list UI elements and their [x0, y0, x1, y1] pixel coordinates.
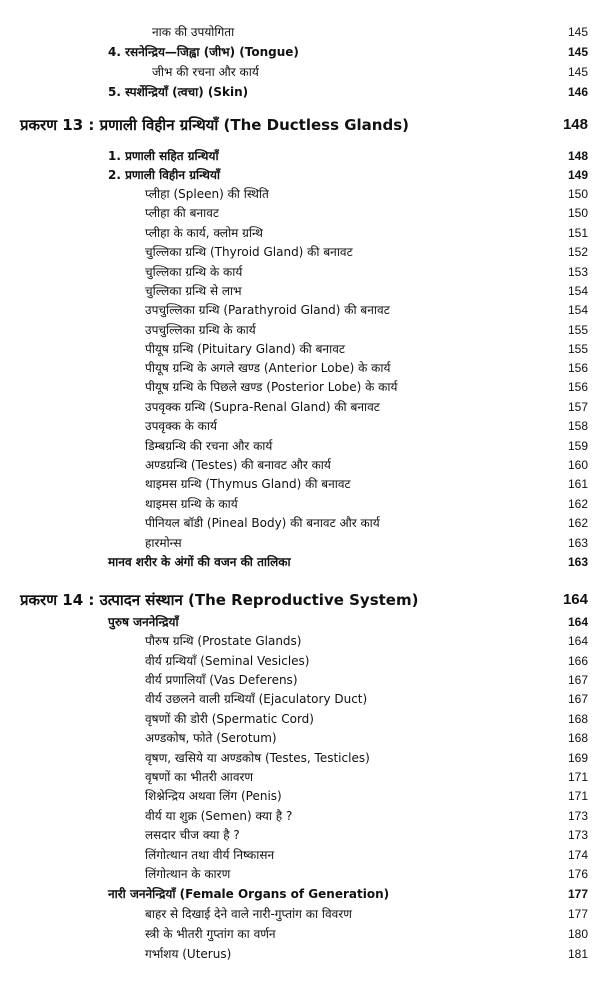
toc-entry: पीयूष ग्रन्थि (Pituitary Gland) की बनावट 155: [145, 342, 588, 356]
toc-entry: थाइमस ग्रन्थि के कार्य 162: [145, 497, 588, 511]
toc-entry: पौरुष ग्रन्थि (Prostate Glands) 164: [145, 634, 588, 648]
toc-entry: नारी जननेन्द्रियाँ (Female Organs of Generation) 177: [108, 887, 588, 901]
toc-entry: लिंगोत्थान के कारण 176: [145, 867, 588, 881]
toc-entry: पुरुष जननेन्द्रियाँ 164: [108, 615, 588, 629]
toc-entry: बाहर से दिखाई देने वाले नारी-गुप्तांग का विवरण 177: [145, 907, 588, 921]
toc-entry: उपवृक्क के कार्य 158: [145, 419, 588, 433]
toc-entry: चुल्लिका ग्रन्थि से लाभ 154: [145, 284, 588, 298]
toc-entry: वृषणों का भीतरी आवरण 171: [145, 770, 588, 784]
toc-entry: हारमोन्स 163: [145, 536, 588, 550]
chapter-heading: प्रकरण 13 : प्रणाली विहीन ग्रन्थियाँ (The Ductless Glands) 148: [20, 116, 588, 134]
toc-entry: डिम्बग्रन्थि की रचना और कार्य 159: [145, 439, 588, 453]
toc-entry: लिंगोत्थान तथा वीर्य निष्कासन 174: [145, 848, 588, 862]
toc-entry: वीर्य या शुक्र (Semen) क्या है ? 173: [145, 809, 588, 823]
toc-entry: उपचुल्लिका ग्रन्थि (Parathyroid Gland) की बनावट 154: [145, 303, 588, 317]
toc-entry: पीनियल बॉडी (Pineal Body) की बनावट और कार्य 162: [145, 516, 588, 530]
toc-entry: थाइमस ग्रन्थि (Thymus Gland) की बनावट 161: [145, 477, 588, 491]
toc-entry: प्लीहा की बनावट 150: [145, 206, 588, 220]
chapter-heading: प्रकरण 14 : उत्पादन संस्थान (The Reproductive System) 164: [20, 591, 588, 609]
toc-entry: चुल्लिका ग्रन्थि के कार्य 153: [145, 265, 588, 279]
toc-entry: 5. स्पर्शेन्द्रियाँ (त्वचा) (Skin) 146: [108, 85, 588, 99]
toc-entry: प्लीहा के कार्य, क्लोम ग्रन्थि 151: [145, 226, 588, 240]
toc-entry: 2. प्रणाली विहीन ग्रन्थियाँ 149: [108, 168, 588, 182]
toc-entry: अण्डकोष, फोते (Serotum) 168: [145, 731, 588, 745]
toc-entry: चुल्लिका ग्रन्थि (Thyroid Gland) की बनावट 152: [145, 245, 588, 259]
toc-entry: वीर्य उछलने वाली ग्रन्थियाँ (Ejaculatory Duct) 167: [145, 692, 588, 706]
toc-entry: नाक की उपयोगिता 145: [152, 25, 588, 39]
toc-entry: मानव शरीर के अंगों की वजन की तालिका 163: [108, 555, 588, 569]
toc-entry: वृषण, खसिये या अण्डकोष (Testes, Testicles) 169: [145, 751, 588, 765]
toc-entry: 1. प्रणाली सहित ग्रन्थियाँ 148: [108, 149, 588, 163]
toc-entry: उपचुल्लिका ग्रन्थि के कार्य 155: [145, 323, 588, 337]
toc-entry: अण्डग्रन्थि (Testes) की बनावट और कार्य 160: [145, 458, 588, 472]
toc-entry: शिश्नेन्द्रिय अथवा लिंग (Penis) 171: [145, 789, 588, 803]
toc-entry: गर्भाशय (Uterus) 181: [145, 947, 588, 961]
toc-entry: स्त्री के भीतरी गुप्तांग का वर्णन 180: [145, 927, 588, 941]
toc-entry: उपवृक्क ग्रन्थि (Supra-Renal Gland) की बनावट 157: [145, 400, 588, 414]
toc-entry: वृषणों की डोरी (Spermatic Cord) 168: [145, 712, 588, 726]
toc-entry: 4. रसनेन्द्रिय—जिह्वा (जीभ) (Tongue) 145: [108, 45, 588, 59]
toc-entry: जीभ की रचना और कार्य 145: [152, 65, 588, 79]
toc-entry: वीर्य प्रणालियाँ (Vas Deferens) 167: [145, 673, 588, 687]
toc-entry: पीयूष ग्रन्थि के अगले खण्ड (Anterior Lobe) के कार्य 156: [145, 361, 588, 375]
toc-entry: लसदार चीज क्या है ? 173: [145, 828, 588, 842]
toc-entry: वीर्य ग्रन्थियाँ (Seminal Vesicles) 166: [145, 654, 588, 668]
toc-entry: पीयूष ग्रन्थि के पिछले खण्ड (Posterior Lobe) के कार्य 156: [145, 380, 588, 394]
toc-entry: प्लीहा (Spleen) की स्थिति 150: [145, 187, 588, 201]
